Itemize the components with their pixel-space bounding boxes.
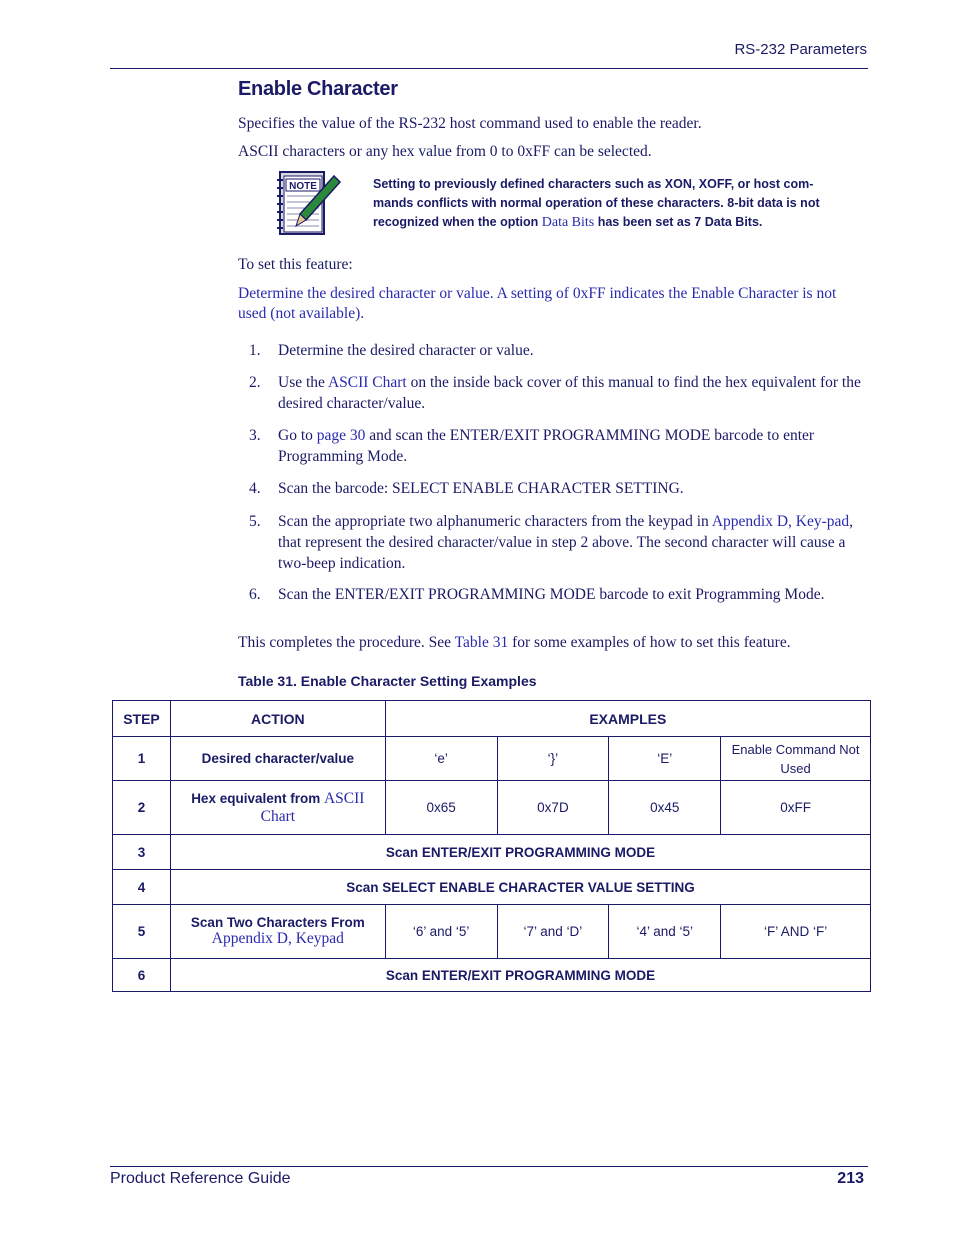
step-text-post: , that represent the desired character/value in step 2 above. The second character will cause a two-beep indication. <box>278 513 854 572</box>
example-cell: 0x7D <box>497 781 609 835</box>
appendix-d-keypad-link[interactable]: Appendix D, Key-pad <box>711 513 850 530</box>
step-text-post: and scan the ENTER/EXIT PROGRAMMING MODE barcode to enter Programming Mode. <box>278 427 815 465</box>
step-cell: 1 <box>113 737 171 781</box>
table-row <box>113 737 871 781</box>
step-text <box>278 511 868 574</box>
footer-title: Product Reference Guide <box>110 1170 291 1187</box>
examples-table <box>112 700 871 992</box>
example-cell: ‘F’ AND ‘F’ <box>721 905 871 959</box>
note-text <box>373 175 843 232</box>
step-number: 6. <box>249 586 261 603</box>
table-header-row <box>113 701 871 737</box>
step-number: 4. <box>249 480 261 497</box>
table-row <box>113 835 871 870</box>
action-cell: Scan SELECT ENABLE CHARACTER VALUE SETTING <box>170 870 870 905</box>
completes-text-pre: This completes the procedure. See <box>238 634 455 651</box>
ascii-chart-link[interactable]: ASCII Chart <box>327 374 407 391</box>
action-cell: Scan ENTER/EXIT PROGRAMMING MODE <box>170 835 870 870</box>
action-cell: Desired character/value <box>170 737 385 781</box>
step-number: 5. <box>249 513 261 530</box>
table-31-link[interactable]: Table 31 <box>454 634 509 651</box>
completes-text-post: for some examples of how to set this feature. <box>508 634 791 651</box>
note-text-body: Setting to previously defined characters such as XON, XOFF, or host com-mands conflicts with normal operation of these characters. 8-bit data is not recognized when the option <box>373 177 820 229</box>
step-cell: 2 <box>113 781 171 835</box>
table-caption: Table 31. Enable Character Setting Examples <box>238 673 537 689</box>
step-number: 1. <box>249 342 261 359</box>
example-cell: ‘e’ <box>385 737 497 781</box>
step-text-pre: Go to <box>278 427 317 444</box>
step-text <box>278 372 868 414</box>
step-number: 3. <box>249 427 261 444</box>
column-header-step: STEP <box>113 701 171 737</box>
step-text: Scan the ENTER/EXIT PROGRAMMING MODE barcode to exit Programming Mode. <box>278 586 825 603</box>
step-text <box>278 425 868 467</box>
column-header-examples: EXAMPLES <box>385 701 870 737</box>
intro-paragraph-1: Specifies the value of the RS-232 host command used to enable the reader. <box>238 115 702 132</box>
procedure-completes <box>238 633 856 653</box>
note-text-tail: has been set as 7 Data Bits. <box>594 215 763 229</box>
step-cell: 5 <box>113 905 171 959</box>
step-text-pre: Use the <box>278 374 328 391</box>
example-cell: ‘E’ <box>609 737 721 781</box>
column-header-action: ACTION <box>170 701 385 737</box>
step-text-post: on the inside back cover of this manual to find the hex equivalent for the desired character/value. <box>278 374 861 412</box>
example-cell: ‘4’ and ‘5’ <box>609 905 721 959</box>
page-30-link[interactable]: page 30 <box>316 427 366 444</box>
page-number: 213 <box>837 1170 864 1187</box>
footer-divider <box>110 1166 868 1167</box>
procedure-lead: To set this feature: <box>238 256 353 273</box>
running-header: RS-232 Parameters <box>734 41 867 58</box>
procedure-determine: Determine the desired character or value. A setting of 0xFF indicates the Enable Character is not used (not available). <box>238 285 837 322</box>
action-text: Scan Two Characters From <box>190 915 365 930</box>
action-cell: Scan ENTER/EXIT PROGRAMMING MODE <box>170 959 870 992</box>
action-text: Hex equivalent from <box>191 790 324 806</box>
data-bits-link[interactable]: Data Bits <box>541 215 595 230</box>
section-title: Enable Character <box>238 78 398 100</box>
note-icon-label: NOTE <box>289 181 317 192</box>
table-row <box>113 959 871 992</box>
step-cell: 6 <box>113 959 171 992</box>
table-row <box>113 781 871 835</box>
note-icon <box>274 168 344 238</box>
intro-paragraph-2: ASCII characters or any hex value from 0 to 0xFF can be selected. <box>238 143 652 160</box>
step-cell: 4 <box>113 870 171 905</box>
action-cell <box>170 905 385 959</box>
example-cell: ‘6’ and ‘5’ <box>385 905 497 959</box>
example-cell: ‘}’ <box>497 737 609 781</box>
example-cell: 0x45 <box>609 781 721 835</box>
example-cell: ‘7’ and ‘D’ <box>497 905 609 959</box>
example-cell: 0x65 <box>385 781 497 835</box>
header-divider <box>110 68 868 69</box>
table-row <box>113 870 871 905</box>
appendix-d-keypad-link[interactable]: Appendix D, Keypad <box>211 930 344 947</box>
step-text: Scan the barcode: SELECT ENABLE CHARACTER SETTING. <box>278 480 684 497</box>
step-cell: 3 <box>113 835 171 870</box>
ascii-chart-link[interactable]: ASCII Chart <box>260 789 365 825</box>
step-text: Determine the desired character or value. <box>278 342 534 359</box>
example-cell: 0xFF <box>721 781 871 835</box>
example-cell: Enable Command Not Used <box>721 737 871 781</box>
action-cell <box>170 781 385 835</box>
step-number: 2. <box>249 374 261 391</box>
step-text-pre: Scan the appropriate two alphanumeric characters from the keypad in <box>278 513 712 530</box>
table-row <box>113 905 871 959</box>
